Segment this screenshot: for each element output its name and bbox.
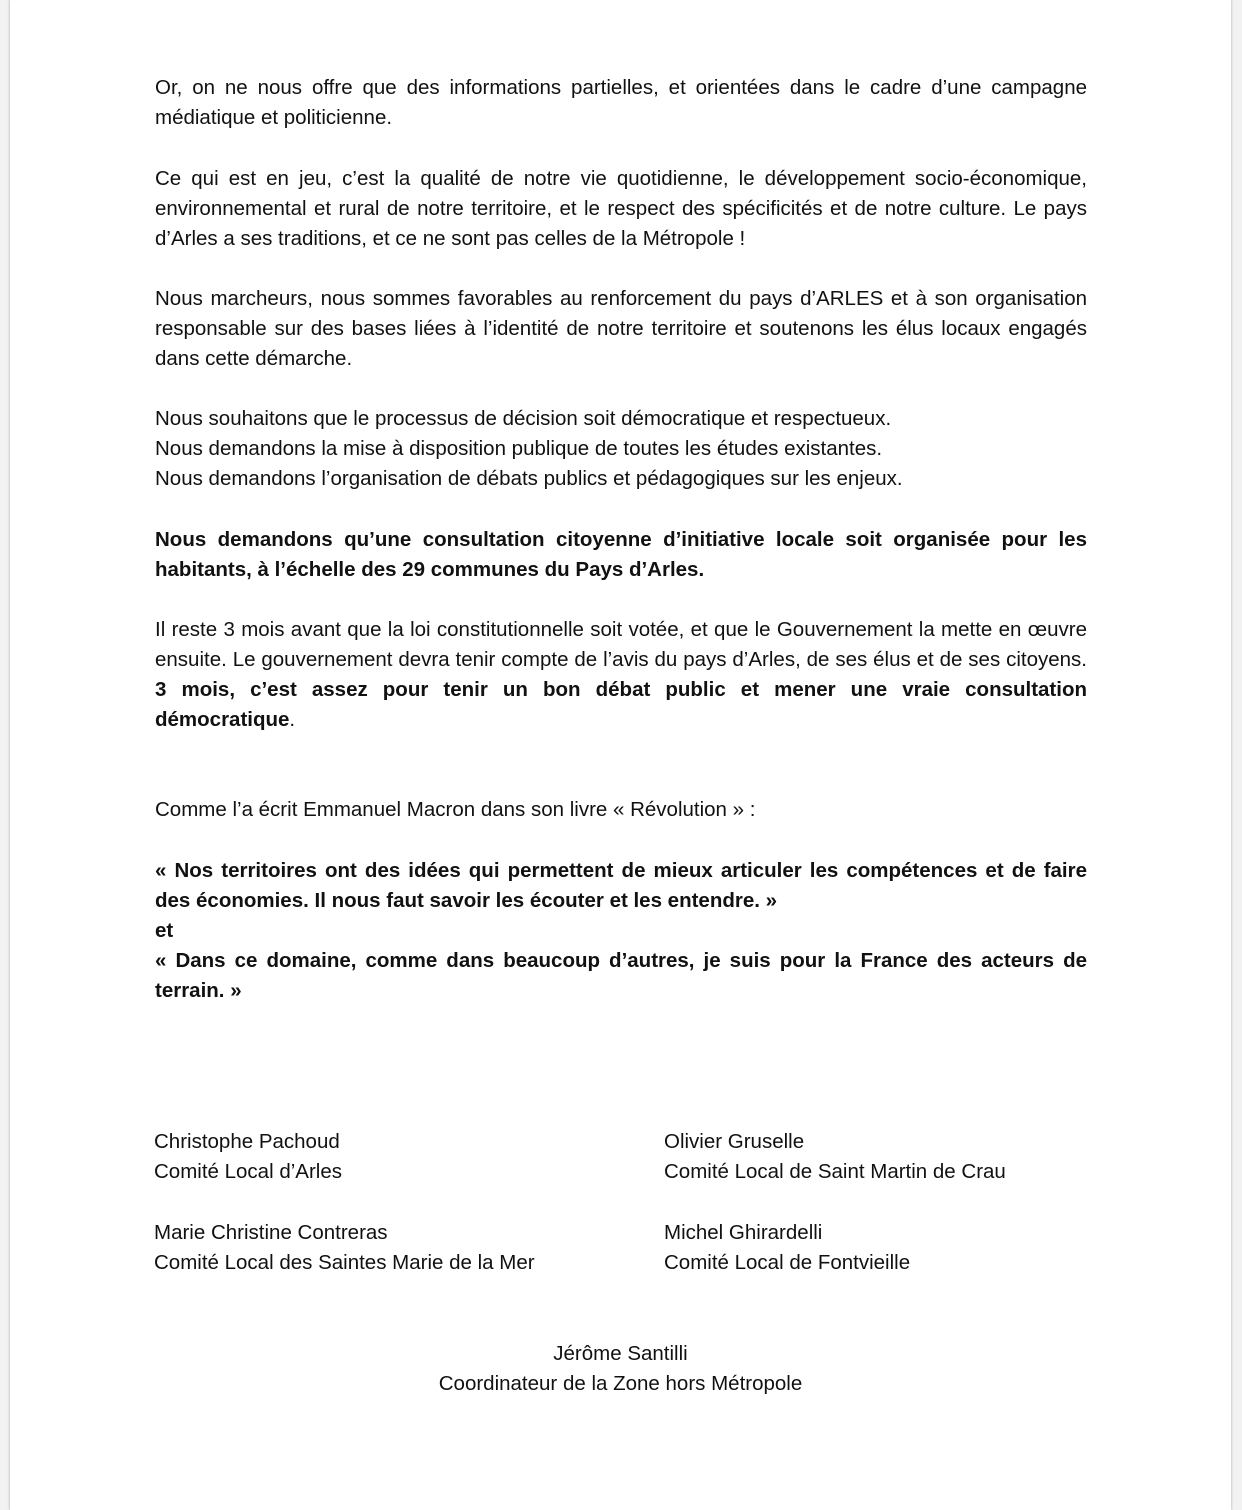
signature-block [154,1218,535,1278]
quote-text: « Dans ce domaine, comme dans beaucoup d’autres, je suis pour la France des acteurs de terrain. » [155,949,1087,1002]
demand-line: Nous demandons la mise à disposition publique de toutes les études existantes. [155,437,883,460]
paragraph-text: Comme l’a écrit Emmanuel Macron dans son livre « Révolution » : [155,798,756,821]
paragraph-position [155,284,1087,374]
paragraph-macron-intro [155,795,1087,825]
paragraph-text: Nous demandons qu’une consultation citoyenne d’initiative locale soit organisée pour les habitants, à l’échelle des 29 communes du Pays d’Arles. [155,528,1087,581]
paragraph-text: Ce qui est en jeu, c’est la qualité de notre vie quotidienne, le développement socio-économique, environnemental et rural de notre territoire, et le respect des spécificités et de notre culture. Le pays d’Arles a ses traditions, et ce ne sont pas celles de la Métropole ! [155,167,1087,250]
coordinator-role: Coordinateur de la Zone hors Métropole [438,1372,803,1395]
signatory-name: Christophe Pachoud [154,1130,340,1153]
coordinator-block [10,1339,1231,1399]
signatory-role: Comité Local de Fontvieille [664,1251,911,1274]
paragraph-timeline [155,615,1087,735]
quote-conjunction: et [155,919,174,942]
signatory-role: Comité Local des Saintes Marie de la Mer [154,1251,535,1274]
timeline-text: Il reste 3 mois avant que la loi constitutionnelle soit votée, et que le Gouvernement la mette en œuvre ensuite. Le gouvernement devra tenir compte de l’avis du pays d’Arles, de ses élus et de ses citoyens. [155,618,1087,671]
coordinator-name: Jérôme Santilli [553,1342,688,1365]
quote-block [155,856,1087,1006]
paragraph-intro [155,73,1087,133]
document-page [10,0,1231,1510]
signatory-name: Olivier Gruselle [664,1130,805,1153]
paragraph-text: Or, on ne nous offre que des informations partielles, et orientées dans le cadre d’une campagne médiatique et politicienne. [155,76,1087,129]
timeline-emphasis: 3 mois, c’est assez pour tenir un bon débat public et mener une vraie consultation démocratique [155,678,1087,731]
demand-line: Nous demandons l’organisation de débats publics et pédagogiques sur les enjeux. [155,467,903,490]
signature-block [664,1218,910,1278]
signatory-role: Comité Local d’Arles [154,1160,342,1183]
paragraph-demands [155,404,1087,494]
signature-block [664,1127,1006,1187]
paragraph-stakes [155,164,1087,254]
timeline-end: . [289,708,296,731]
quote-text: « Nos territoires ont des idées qui permettent de mieux articuler les compétences et de faire des économies. Il nous faut savoir les écouter et les entendre. » [155,859,1087,912]
paragraph-consultation [155,525,1087,585]
paragraph-text: Nous marcheurs, nous sommes favorables au renforcement du pays d’ARLES et à son organisation responsable sur des bases liées à l’identité de notre territoire et soutenons les élus locaux engagés dans cette démarche. [155,287,1087,370]
signatory-name: Michel Ghirardelli [664,1221,823,1244]
signatory-role: Comité Local de Saint Martin de Crau [664,1160,1006,1183]
signatory-name: Marie Christine Contreras [154,1221,388,1244]
demand-line: Nous souhaitons que le processus de décision soit démocratique et respectueux. [155,407,892,430]
signature-block [154,1127,342,1187]
